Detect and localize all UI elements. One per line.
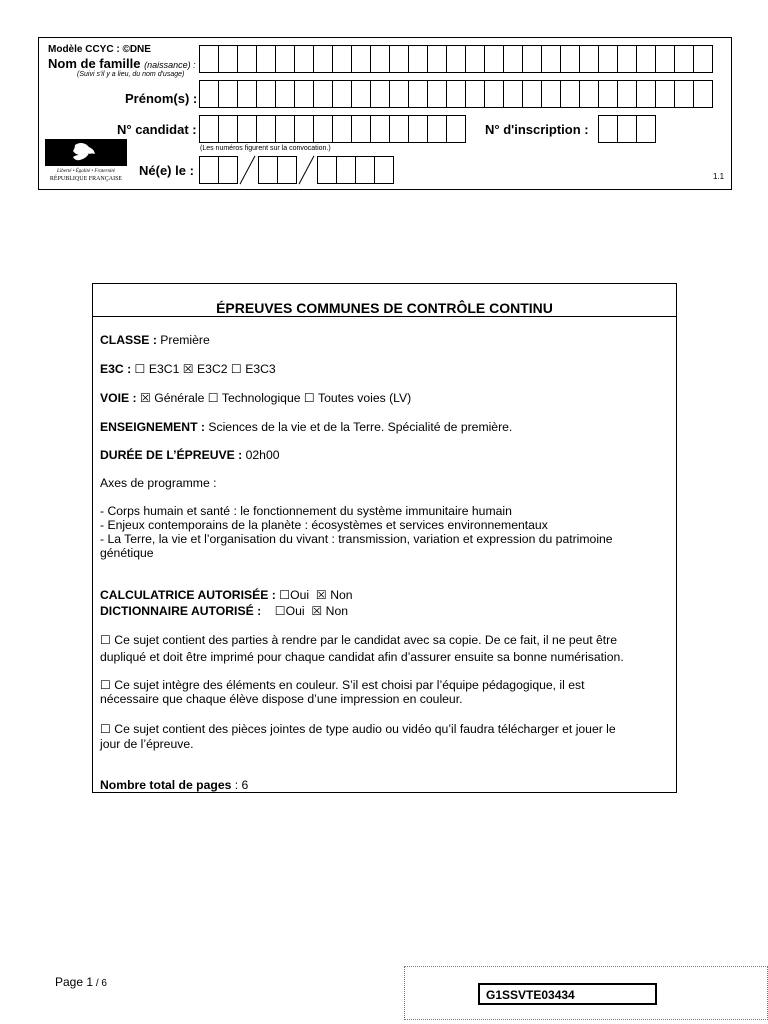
axis-item: - Enjeux contemporains de la planète : écosystèmes et services environnementaux (100, 518, 548, 532)
model-label: Modèle CCYC : ©DNE (48, 44, 151, 55)
republique-francaise-logo (45, 139, 127, 183)
candidate-label: N° candidat : (117, 122, 197, 137)
pages-label: Nombre total de pages (100, 778, 232, 792)
logo-name: RÉPUBLIQUE FRANÇAISE (49, 176, 123, 182)
pages-row (100, 778, 248, 792)
registration-label: N° d'inscription : (485, 122, 589, 137)
voie-row (100, 391, 411, 405)
candidate-number-cells[interactable] (199, 115, 465, 143)
axis-item: génétique (100, 546, 154, 560)
voie-value: ☒ Générale ☐ Technologique ☐ Toutes voies (LV) (136, 391, 412, 405)
subject-code-box (478, 983, 657, 1005)
note-media-line: ☐ Ce sujet contient des pièces jointes de type audio ou vidéo qu’il faudra télécharger et jouer le (100, 722, 616, 736)
e3c-row (100, 362, 276, 376)
firstname-label: Prénom(s) : (125, 91, 198, 106)
note-parts-line: dupliqué et doit être imprimé pour chaque candidat afin d’assurer ensuite sa bonne numérisation. (100, 650, 624, 664)
note-media-line: jour de l’épreuve. (100, 737, 194, 751)
duree-value: 02h00 (242, 448, 280, 462)
marianne-icon (45, 139, 127, 166)
axis-item: - La Terre, la vie et l’organisation du vivant : transmission, variation et expression du patrimoine (100, 532, 613, 546)
dictionary-value: ☐Oui ☒ Non (261, 604, 349, 618)
e3c-value: ☐ E3C1 ☒ E3C2 ☐ E3C3 (131, 362, 276, 376)
dictionary-label: DICTIONNAIRE AUTORISÉ : (100, 604, 262, 618)
calculator-label: CALCULATRICE AUTORISÉE : (100, 588, 276, 602)
classe-label: CLASSE : (100, 333, 157, 347)
voie-label: VOIE : (100, 391, 137, 405)
classe-value: Première (156, 333, 210, 347)
date-separator (237, 156, 259, 184)
enseignement-label: ENSEIGNEMENT : (100, 420, 205, 434)
registration-number-cells[interactable] (598, 115, 655, 143)
date-separator (296, 156, 318, 184)
e3c-label: E3C : (100, 362, 132, 376)
exam-title-bar (93, 284, 676, 317)
note-parts-line: ☐ Ce sujet contient des parties à rendre par le candidat avec sa copie. De ce fait, il ne peut être (100, 633, 617, 647)
page-number: Page 1 / 6 (55, 975, 107, 989)
enseignement-row (100, 420, 512, 434)
firstname-cells[interactable] (199, 80, 712, 108)
enseignement-value: Sciences de la vie et de la Terre. Spécialité de première. (204, 420, 513, 434)
calculator-value: ☐Oui ☒ Non (275, 588, 353, 602)
note-color-line: nécessaire que chaque élève dispose d’une impression en couleur. (100, 692, 463, 706)
dictionary-row (100, 604, 348, 618)
birthdate-cells[interactable] (199, 156, 393, 184)
surname-cells[interactable] (199, 45, 712, 73)
surname-label: Nom de famille (naissance) : (48, 56, 196, 71)
classe-row (100, 333, 210, 347)
axis-item: - Corps humain et santé : le fonctionnement du système immunitaire humain (100, 504, 512, 518)
born-label: Né(e) le : (139, 163, 194, 178)
duree-label: DURÉE DE L’ÉPREUVE : (100, 448, 243, 462)
logo-motto: Liberté • Égalité • Fraternité (57, 169, 115, 174)
surname-note: (Suivi s'il y a lieu, du nom d'usage) (77, 71, 185, 78)
exam-title: ÉPREUVES COMMUNES DE CONTRÔLE CONTINU (216, 300, 553, 316)
exam-info-card (92, 283, 677, 793)
calculator-row (100, 588, 353, 602)
candidate-note: (Les numéros figurent sur la convocation.) (200, 145, 331, 152)
subject-code: G1SSVTE03434 (486, 988, 575, 1002)
axes-title: Axes de programme : (100, 476, 217, 490)
pages-value: : 6 (231, 778, 249, 792)
version-label: 1.1 (713, 172, 725, 181)
duree-row (100, 448, 280, 462)
candidate-header (38, 37, 732, 190)
note-color-line: ☐ Ce sujet intègre des éléments en couleur. S’il est choisi par l’équipe pédagogique, il est (100, 678, 585, 692)
